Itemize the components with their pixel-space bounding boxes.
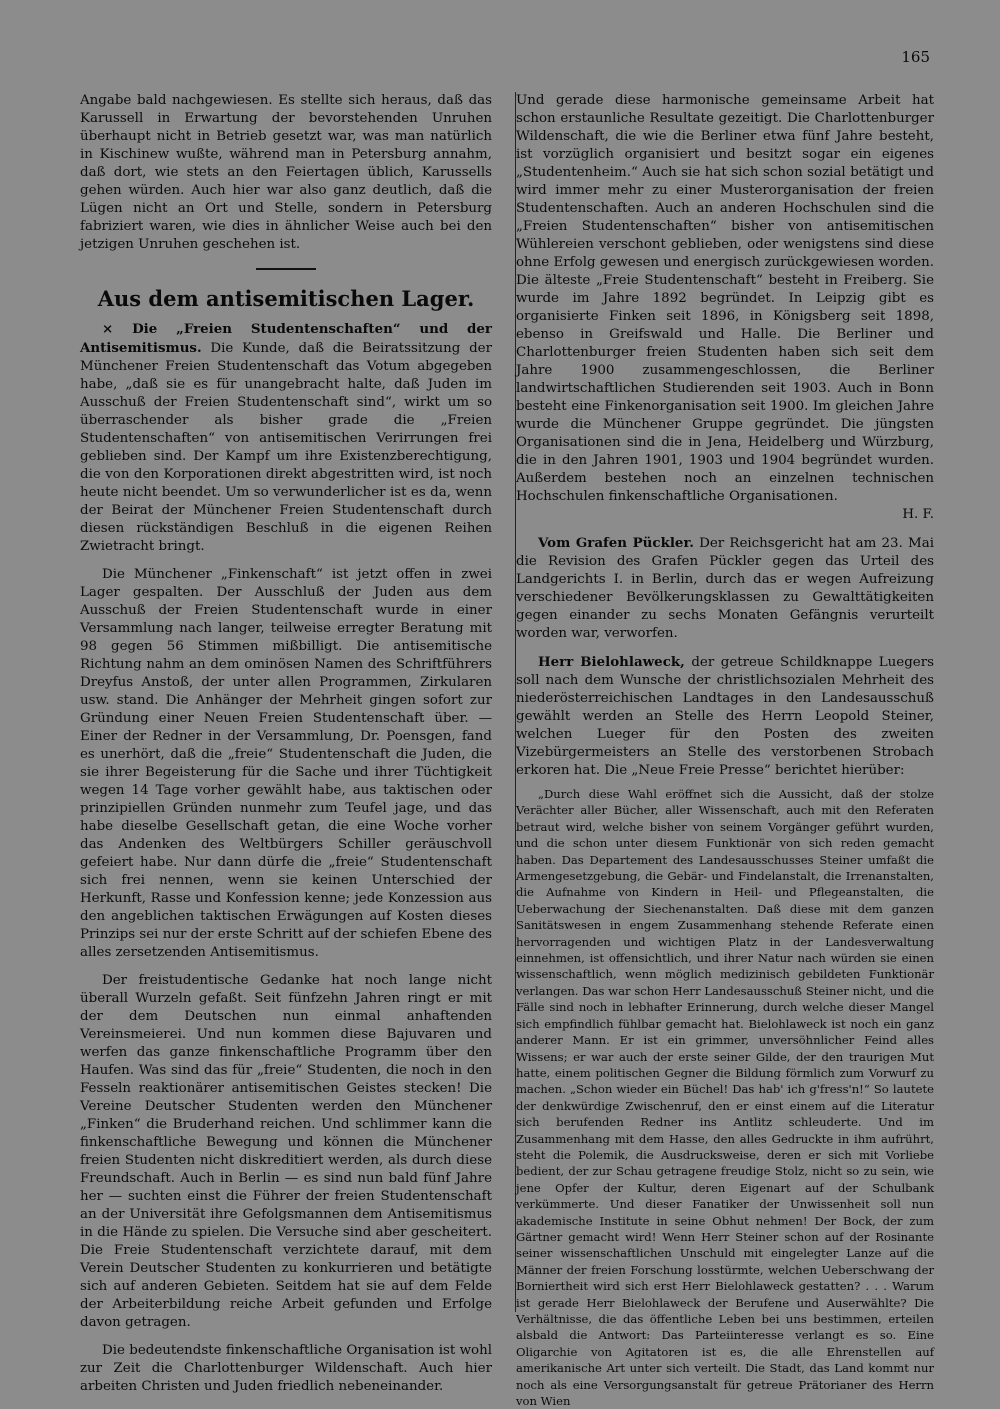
article-paragraph-2: Die Münchener „Finkenschaft“ ist jetzt offen in zwei Lager gespalten. Der Ausschluß der Juden aus dem Ausschuß der Freien Studentenschaft wurde in einer Versammlung nach langer, teilweise erregter Beratung mit 98 gegen 56 Stimmen mißbilligt. Die antisemitische Richtung nahm an dem ominösen Namen des Schriftführers Dreyfus Anstoß, der unter allen Programmen, Zirkularen usw. stand. Die Anhänger der Mehrheit gingen sofort zur Gründung einer Neuen Freien Studentenschaft über. — Einer der Redner in der Versammlung, Dr. Poensgen, fand es unerhört, daß die „freie“ Studentenschaft die Juden, die sie ihrer Begeisterung für die Sache und ihrer Tüchtigkeit wegen 14 Tage vorher gewählt habe, aus taktischen oder prinzipiellen Gründen nunmehr zum Teufel jage, und das habe dieselbe Gesellschaft getan, die eine Woche vorher das Andenken des Weltbürgers Schiller geräuschvoll gefeiert habe. Nur dann dürfe die „freie“ Studentenschaft sich frei nennen, wenn sie keinen Unterschied der Herkunft, Rasse und Konfession kenne; jede Konzession aus den angeblichen taktischen Erwägungen auf Kosten dieses Prinzips sei nur der erste Schritt auf der schiefen Ebene des alles zersetzenden Antisemitismus. [80, 567, 492, 960]
continuation-paragraph: Und gerade diese harmonische gemeinsame Arbeit hat schon erstaunliche Resultate gezeitigt. Die Charlottenburger Wildenschaft, die wie die Berliner etwa fünf Jahre besteht, ist vorzüglich organisiert und besitzt sogar ein eigenes „Studentenheim.“ Auch sie hat sich schon sozial betätigt und wird immer mehr zu einer Musterorganisation der freien Studentenschaften. Auch an anderen Hochschulen sind die „Freien Studentenschaften“ bisher von antisemitischen Wühlereien verschont geblieben, oder wenigstens sind diese ohne Erfolg gewesen und energisch zurückgewiesen worden. Die älteste „Freie Studentenschaft“ besteht in Freiberg. Sie wurde im Jahre 1892 begründet. In Leipzig gibt es organisierte Finken seit 1896, in Königsberg seit 1898, ebenso in Greifswald und Halle. Die Berliner und Charlottenburger freien Studenten haben sich seit dem Jahre 1900 zusammengeschlossen, die Berliner landwirtschaftlichen Studierenden seit 1903. Auch in Bonn besteht eine Finkenorganisation seit 1900. Im gleichen Jahre wurde die Münchener Gruppe gegründet. Die jüngsten Organisationen sind die in Jena, Heidelberg und Würzburg, die in den Jahren 1901, 1903 und 1904 begründet wurden. Außerdem bestehen noch an einzelnen technischen Hochschulen finkenschaftliche Organisationen. [516, 93, 934, 504]
article-paragraph-1-text: Die Kunde, daß die Beiratssitzung der Münchener Freien Studentenschaft das Votum abgegeben habe, „daß sie es für unangebracht halte, daß Juden im Ausschuß der Freien Studentenschaft sind“, wirkt um so überraschender als bisher grade die „Freien Studentenschaften“ von antisemitischen Verirrungen frei geblieben sind. Der Kampf um ihre Existenzberechtigung, die von den Korporationen direkt abgestritten wird, ist noch heute nicht beendet. Um so verwunderlicher ist es da, wenn der Beirat der Münchener Freien Studentenschaft durch diesen rückständigen Beschluß in die eigenen Reihen Zwietracht bringt. [80, 341, 492, 554]
article-paragraph-1 [80, 320, 492, 556]
article-paragraph-4: Die bedeutendste finkenschaftliche Organisation ist wohl zur Zeit die Charlottenburger Wildenschaft. Auch hier arbeiten Christen und Juden friedlich nebeneinander. [80, 1343, 492, 1394]
puckler-article [516, 534, 934, 643]
press-quote: „Durch diese Wahl eröffnet sich die Aussicht, daß der stolze Verächter aller Bücher, aller Wissenschaft, auch mit den Referaten betraut wird, welche bisher von seinem Vorgänger geführt wurden, und die schon unter diesem Funktionär von sich reden gemacht haben. Das Departement des Landesausschusses Steiner umfaßt die Armengesetzgebung, die Gebär- und Findelanstalt, die Irrenanstalten, die Aufnahme von Kindern in Heil- und Pflegeanstalten, die Ueberwachung der Siechenanstalten. Daß diese mit dem ganzen Sanitätswesen in engem Zusammenhang stehende Referate einen hervorragenden und wichtigen Platz in der Landesverwaltung einnehmen, ist offensichtlich, und ihrer Natur nach würden sie einen wissenschaftlich, wenn möglich medizinisch gebildeten Funktionär verlangen. Das war schon Herr Landesausschuß Steiner nicht, und die Fälle sind noch in lebhafter Erinnerung, durch welche dieser Mangel sich empfindlich fühlbar gemacht hat. Bielohlaweck ist noch ein ganz anderer Mann. Er ist ein grimmer, unversöhnlicher Feind alles Wissens; er war auch der erste seiner Gilde, der den traurigen Mut hatte, einem politischen Gegner die Bildung förmlich zum Vorwurf zu machen. „Schon wieder ein Büchel! Das hab' ich g'fress'n!“ So lautete der denkwürdige Zwischenruf, den er einst einem auf die Literatur sich berufenden Redner ins Antlitz schleuderte. Und im Zusammenhang mit dem Hasse, den alles Gedruckte in ihm aufrührt, steht die Polemik, die Ausdrucksweise, deren er sich mit Vorliebe bedient, der zur Schau getragene freudige Stolz, nicht so zu sein, wie jene Opfer der Kultur, deren Eigenart auf der Schulbank verkümmerte. Und dieser Fanatiker der Unwissenheit soll nun akademische Institute in seine Obhut nehmen! Der Bock, der zum Gärtner gemacht wird! Wenn Herr Steiner schon auf der Rosinante seiner wissenschaftlichen Unschuld mit eingelegter Lanze auf die Männer der freien Forschung losstürmte, welchen Ueberschwang der Borniertheit wird sich erst Herr Bielohlaweck gestatten? . . . Warum ist gerade Herr Bielohlaweck der Berufene und Auserwählte? Die Verhältnisse, die das öffentliche Leben bei uns bestimmen, erteilen alsbald die Antwort: Das Parteiinteresse verlangt es so. Eine Oligarchie von Agitatoren ist es, die alle Ehrenstellen auf amerikanische Art unter sich verteilt. Die Stadt, das Land kommt nur noch als eine Versorgungsanstalt für getreue Prätorianer des Herrn von Wien [516, 787, 934, 1409]
section-separator [256, 268, 316, 270]
bielohlaweck-article [516, 653, 934, 780]
article-paragraph-3: Der freistudentische Gedanke hat noch lange nicht überall Wurzeln gefaßt. Seit fünfzehn Jahren ringt er mit der dem Deutschen nun einmal anhaftenden Vereinsmeierei. Und nun kommen diese Bajuvaren und werfen das ganze finkenschaftliche Programm über den Haufen. Was sind das für „freie“ Studenten, die noch in den Fesseln reaktionärer antisemitischen Geistes stecken! Die Vereine Deutscher Studenten werden den Münchener „Finken“ die Bruderhand reichen. Und schlimmer kann die finkenschaftliche Bewegung und können die Münchener freien Studenten nicht diskreditiert werden, als durch diese Freundschaft. Auch in Berlin — es sind nun bald fünf Jahre her — suchten einst die Führer der freien Studentenschaft an der Universität ihre Gefolgsmannen dem Antisemitismus in die Hände zu spielen. Die Versuche sind aber gescheitert. Die Freie Studentenschaft verzichtete darauf, mit dem Verein Deutscher Studenten zu konkurrieren und betätigte sich auf anderen Gebieten. Seitdem hat sie auf dem Felde der Arbeiterbildung reiche Arbeit gefunden und Erfolge davon getragen. [80, 973, 492, 1330]
bielohlaweck-text: der getreue Schildknappe Luegers soll nach dem Wunsche der christlichsozialen Mehrheit des niederösterreichischen Landtages in den Landesausschuß gewählt werden an Stelle des Herrn Leopold Steiner, welchen Lueger für den Posten des zweiten Vizebürgermeisters an Stelle des verstorbenen Strobach erkoren hat. Die „Neue Freie Presse“ berichtet hierüber: [516, 655, 934, 778]
right-column [516, 92, 934, 1409]
puckler-text: Der Reichsgericht hat am 23. Mai die Revision des Grafen Pückler gegen das Urteil des Landgerichts I. in Berlin, durch das er wegen Aufreizung verschiedener Bevölkerungsklassen zu Gewalttätigkeiten gegen einander zu sechs Monaten Gefängnis verurteilt worden war, verworfen. [516, 536, 934, 641]
intro-paragraph: Angabe bald nachgewiesen. Es stellte sich heraus, daß das Karussell in Erwartung der bevorstehenden Unruhen überhaupt nicht in Betrieb gesetzt war, was man natürlich in Kischinew wußte, während man in Petersburg annahm, daß dort, wie stets an den Feiertagen üblich, Karussells gehen würden. Auch hier war also ganz deutlich, daß die Lügen nicht an Ort und Stelle, sondern in Petersburg fabriziert waren, wie dies in ähnlicher Weise auch bei den jetzigen Unruhen geschehen ist. [80, 93, 492, 252]
bielohlaweck-heading: Herr Bielohlaweck, [538, 654, 685, 670]
section-heading: Aus dem antisemitischen Lager. [97, 286, 475, 311]
article-signature: H. F. [902, 507, 934, 522]
page-number: 165 [901, 48, 930, 66]
puckler-heading: Vom Grafen Pückler. [538, 535, 694, 551]
article-heading: × Die „Freien Studentenschaften“ und der Antisemitismus. [80, 321, 492, 356]
left-column [80, 92, 492, 1396]
